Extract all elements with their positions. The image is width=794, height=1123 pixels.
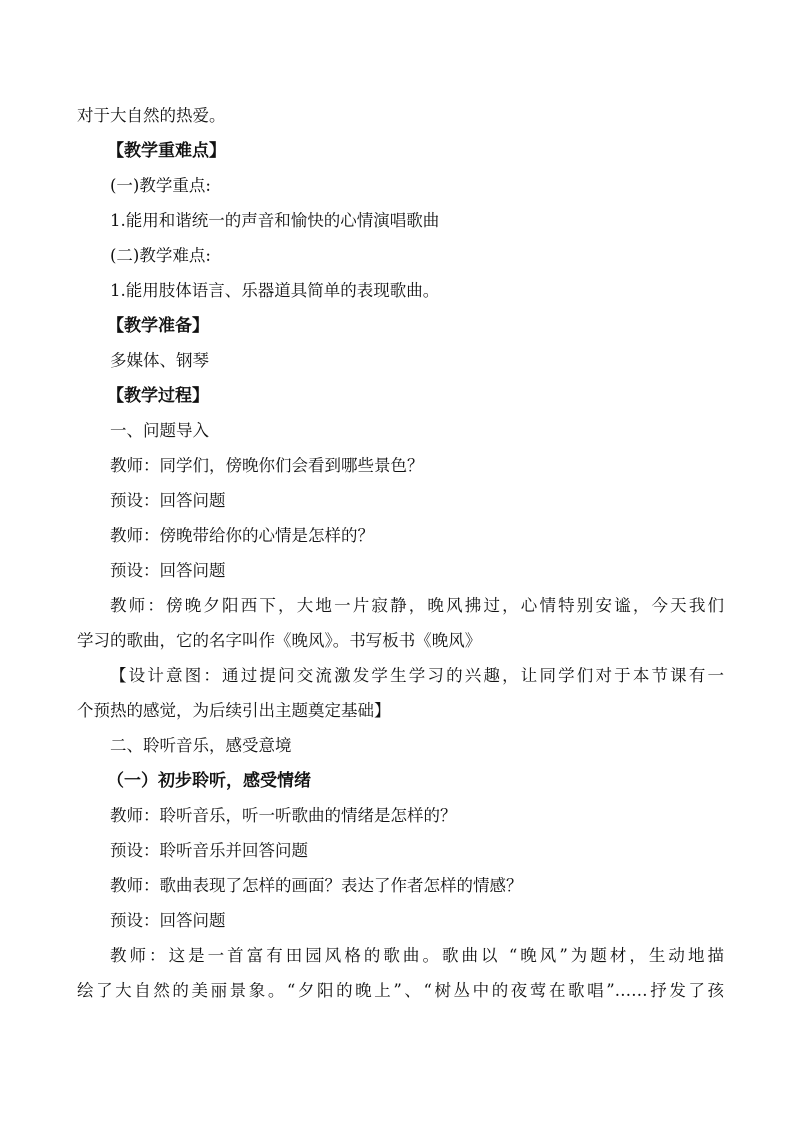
preparation-text: 多媒体、钢琴 xyxy=(110,351,209,370)
design-intent-line-2: 个预热的感觉，为后续引出主题奠定基础】 xyxy=(77,701,391,720)
design-intent-line-1: 【设计意图：通过提问交流激发学生学习的兴趣，让同学们对于本节课有一 xyxy=(110,666,724,685)
subheading-focus: (一)教学重点: xyxy=(110,176,211,195)
dialogue-teacher-3-line-1: 教师：傍晚夕阳西下，大地一片寂静，晚风拂过，心情特别安谧，今天我们 xyxy=(110,596,724,615)
dialogue-teacher-5: 教师：歌曲表现了怎样的画面？表达了作者怎样的情感？ xyxy=(110,876,523,895)
dialogue-teacher-1: 教师：同学们，傍晚你们会看到哪些景色？ xyxy=(110,456,424,475)
dialogue-teacher-6-line-1: 教师：这是一首富有田园风格的歌曲。歌曲以 “晚风”为题材，生动地描 xyxy=(110,946,724,965)
list-item-difficulty-1: 1.能用肢体语言、乐器道具简单的表现歌曲。 xyxy=(110,281,440,300)
section-heading-process: 【教学过程】 xyxy=(107,386,209,406)
list-item-focus-1: 1.能用和谐统一的声音和愉快的心情演唱歌曲 xyxy=(110,211,440,230)
section-heading-preparation: 【教学准备】 xyxy=(107,316,209,336)
dialogue-teacher-6-line-2: 绘了大自然的美丽景象。“夕阳的晚上”、“树丛中的夜莺在歌唱”……抒发了孩 xyxy=(77,981,724,1000)
step-heading-1: 一、问题导入 xyxy=(110,421,209,440)
dialogue-teacher-2: 教师：傍晚带给你的心情是怎样的？ xyxy=(110,526,374,545)
step-heading-2: 二、聆听音乐，感受意境 xyxy=(110,736,292,755)
dialogue-preset-2: 预设：回答问题 xyxy=(110,561,226,580)
dialogue-teacher-3-line-2: 学习的歌曲，它的名字叫作《晚风》。书写板书《晚风》 xyxy=(77,631,482,650)
section-heading-key-points: 【教学重难点】 xyxy=(107,141,226,161)
dialogue-preset-4: 预设：回答问题 xyxy=(110,911,226,930)
dialogue-preset-1: 预设：回答问题 xyxy=(110,491,226,510)
substep-heading-1: （一）初步聆听，感受情绪 xyxy=(107,771,311,791)
paragraph-continuation: 对于大自然的热爱。 xyxy=(77,106,226,125)
dialogue-teacher-4: 教师：聆听音乐，听一听歌曲的情绪是怎样的？ xyxy=(110,806,457,825)
subheading-difficulty: (二)教学难点: xyxy=(110,246,211,265)
dialogue-preset-3: 预设：聆听音乐并回答问题 xyxy=(110,841,308,860)
